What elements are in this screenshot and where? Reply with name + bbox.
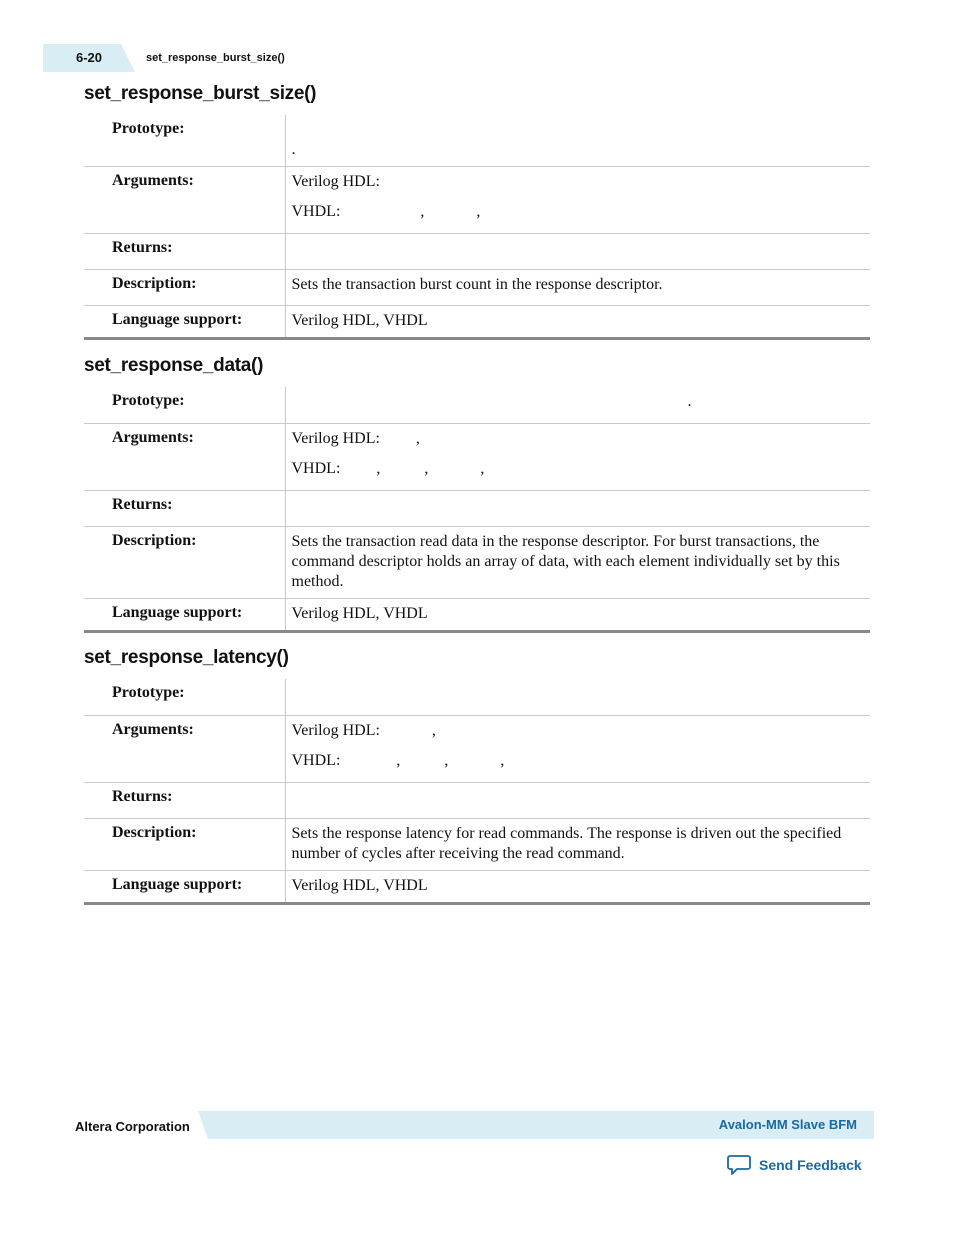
prototype-value: . <box>285 387 870 423</box>
prototype-label: Prototype: <box>112 120 185 137</box>
description-value: Sets the response latency for read commands. The response is driven out the specified number of cycles after receiving the read command. <box>285 818 870 870</box>
footer-company: Altera Corporation <box>75 1119 190 1134</box>
arguments-value <box>285 423 870 490</box>
language-support-value: Verilog HDL, VHDL <box>285 598 870 631</box>
arguments-value <box>285 715 870 782</box>
arguments-vhdl: VHDL: , , , <box>291 751 505 769</box>
speech-bubble-icon <box>727 1154 751 1176</box>
section-title-data: set_response_data() <box>84 355 264 376</box>
returns-value <box>285 782 870 818</box>
description-value: Sets the transaction read data in the response descriptor. For burst transactions, the command descriptor holds an array of data, with each element individually set by this method. <box>285 526 870 598</box>
arguments-label: Arguments: <box>84 167 285 234</box>
arguments-verilog: Verilog HDL: , <box>291 721 436 739</box>
description-label: Description: <box>84 270 285 306</box>
returns-value <box>285 234 870 270</box>
language-support-label: Language support: <box>84 598 285 631</box>
arguments-value <box>285 167 870 234</box>
api-table-burst-size <box>84 115 870 340</box>
prototype-label: Prototype: <box>112 392 185 409</box>
prototype-value: . <box>285 115 870 167</box>
arguments-label: Arguments: <box>84 423 285 490</box>
returns-label: Returns: <box>84 490 285 526</box>
prototype-value <box>285 679 870 715</box>
footer-doc-title[interactable]: Avalon-MM Slave BFM <box>718 1117 857 1132</box>
page-number: 6-20 <box>76 50 103 65</box>
returns-label: Returns: <box>84 234 285 270</box>
section-title-latency: set_response_latency() <box>84 647 289 668</box>
api-table-data <box>84 387 870 633</box>
arguments-verilog: Verilog HDL: , <box>291 429 420 447</box>
send-feedback-label: Send Feedback <box>759 1157 862 1173</box>
arguments-vhdl: VHDL: , , <box>291 203 481 220</box>
description-label: Description: <box>84 526 285 598</box>
description-value: Sets the transaction burst count in the response descriptor. <box>285 270 870 306</box>
api-table-latency <box>84 679 870 905</box>
running-title: set_response_burst_size() <box>146 52 285 64</box>
language-support-label: Language support: <box>84 306 285 339</box>
language-support-value: Verilog HDL, VHDL <box>285 870 870 903</box>
returns-label: Returns: <box>84 782 285 818</box>
arguments-vhdl: VHDL: , , , <box>291 459 485 477</box>
section-title-burst-size: set_response_burst_size() <box>84 83 317 104</box>
prototype-label: Prototype: <box>112 684 185 701</box>
language-support-label: Language support: <box>84 870 285 903</box>
arguments-verilog: Verilog HDL: <box>291 173 380 190</box>
send-feedback-link[interactable] <box>727 1154 862 1176</box>
returns-value <box>285 490 870 526</box>
description-label: Description: <box>84 818 285 870</box>
arguments-label: Arguments: <box>84 715 285 782</box>
language-support-value: Verilog HDL, VHDL <box>285 306 870 339</box>
